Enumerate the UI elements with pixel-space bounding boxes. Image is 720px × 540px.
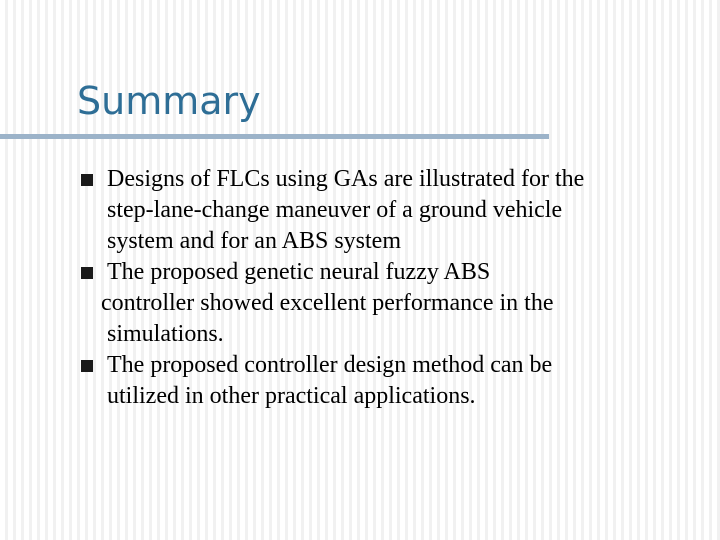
bullet-item (0, 257, 700, 350)
bullet-line: Designs of FLCs using GAs are illustrated for the (107, 166, 585, 192)
bullet-line: The proposed controller design method can be (107, 352, 553, 378)
square-bullet-icon (81, 267, 93, 279)
square-bullet-icon (81, 174, 93, 186)
bullet-line: simulations. (107, 321, 224, 347)
title-underline (0, 134, 549, 139)
bullet-item (0, 350, 700, 412)
bullet-line: step-lane-change maneuver of a ground vehicle (107, 197, 563, 223)
slide-title: Summary (77, 79, 261, 123)
bullet-line: controller showed excellent performance in the (101, 290, 554, 316)
bullet-line: The proposed genetic neural fuzzy ABS (107, 259, 491, 285)
bullet-line: system and for an ABS system (107, 228, 401, 254)
square-bullet-icon (81, 360, 93, 372)
bullet-item (0, 164, 700, 257)
bullet-list (0, 164, 700, 412)
bullet-line: utilized in other practical applications. (107, 383, 476, 409)
